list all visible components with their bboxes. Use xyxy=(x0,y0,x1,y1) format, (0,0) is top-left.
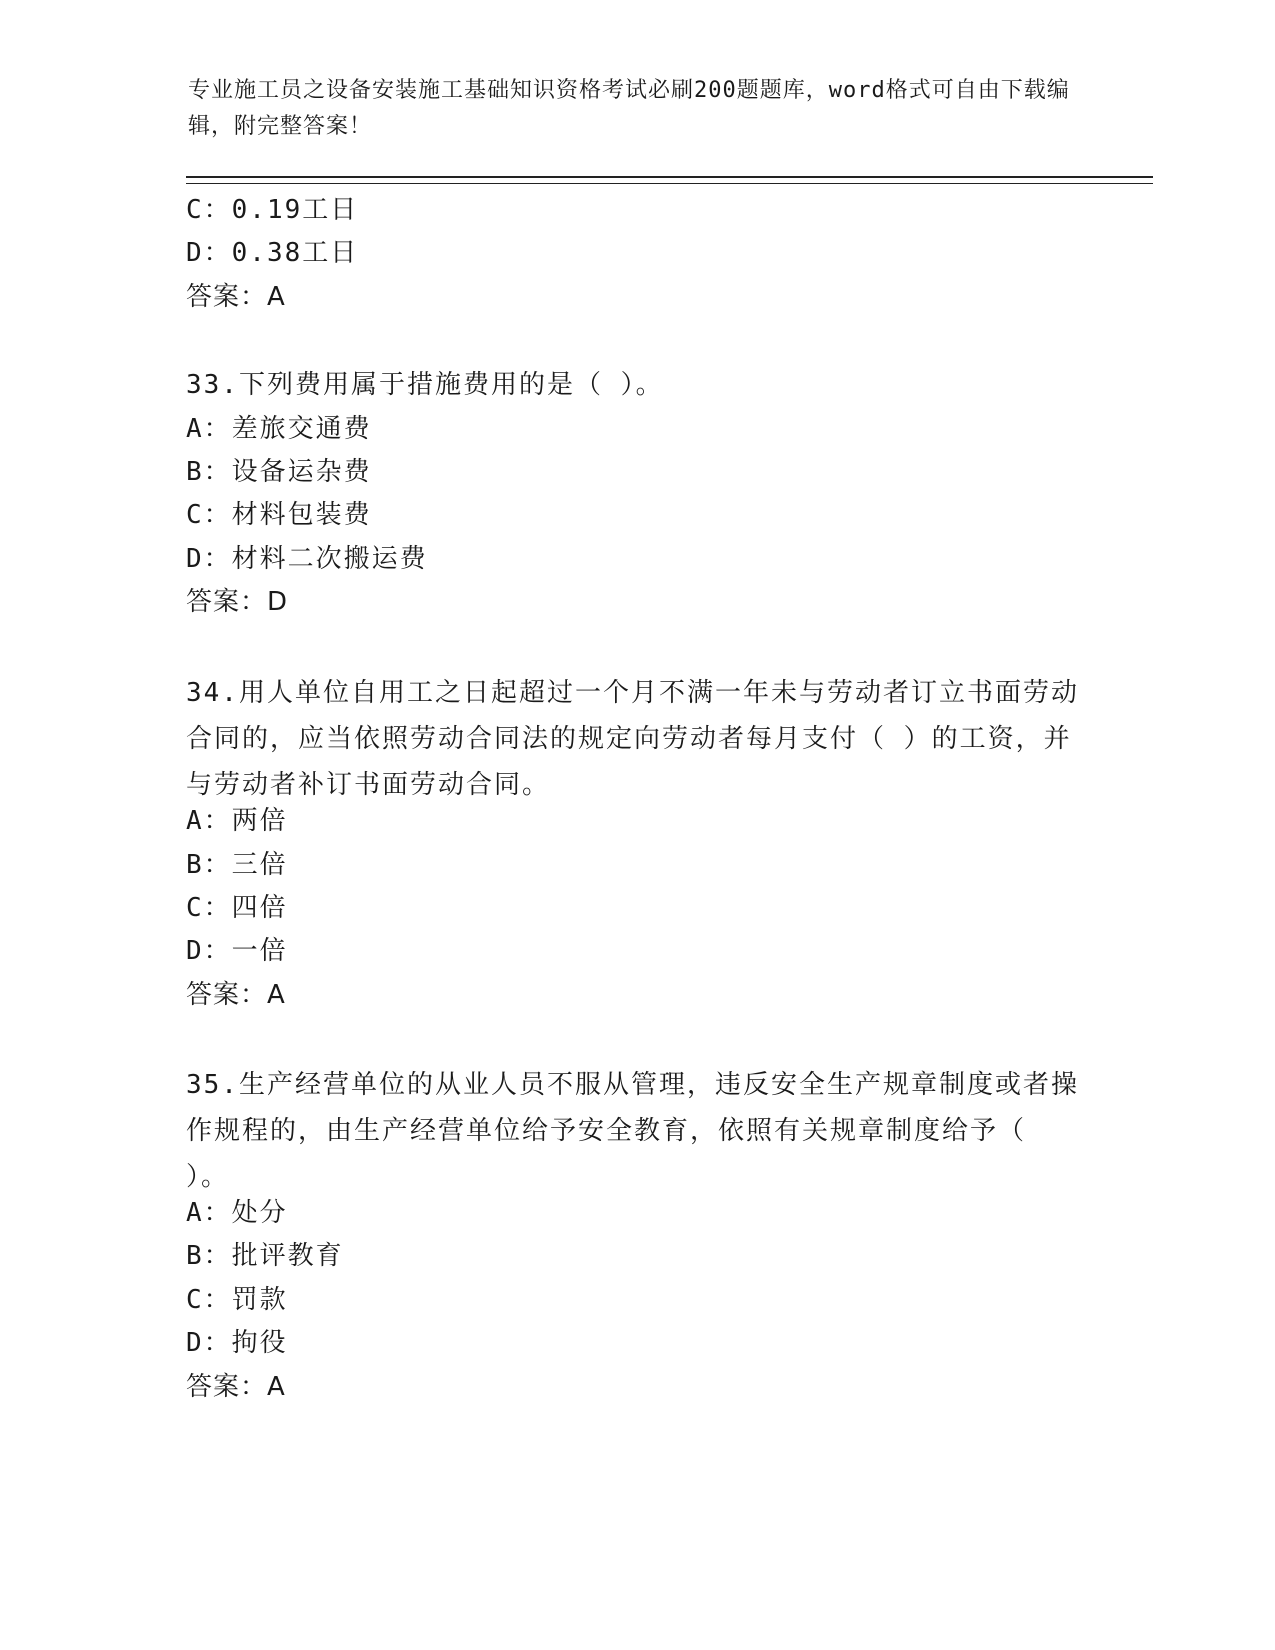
option-b: B：三倍 xyxy=(186,850,288,880)
option-a: A：处分 xyxy=(186,1198,288,1228)
option-a: A：两倍 xyxy=(186,806,288,836)
header-divider xyxy=(186,176,1153,184)
option-c: C：0.19工日 xyxy=(186,195,359,225)
option-d: D：一倍 xyxy=(186,936,288,966)
answer: 答案：A xyxy=(186,980,286,1010)
option-d: D：0.38工日 xyxy=(186,238,359,268)
document-header: 专业施工员之设备安装施工基础知识资格考试必刷200题题库，word格式可自由下载编辑，附完整答案！ xyxy=(188,78,1070,139)
option-c: C：四倍 xyxy=(186,893,288,923)
option-c: C：罚款 xyxy=(186,1285,288,1315)
question-stem: 35.生产经营单位的从业人员不服从管理，违反安全生产规章制度或者操作规程的，由生产经营单位给予安全教育，依照有关规章制度给予（ ）。 xyxy=(186,1070,1079,1192)
option-d: D：拘役 xyxy=(186,1328,288,1358)
answer: 答案：A xyxy=(186,1372,286,1402)
option-b: B：批评教育 xyxy=(186,1241,344,1271)
answer: 答案：D xyxy=(186,587,289,617)
question-stem: 33.下列费用属于措施费用的是（ ）。 xyxy=(186,370,664,400)
answer: 答案：A xyxy=(186,282,286,312)
question-stem: 34.用人单位自用工之日起超过一个月不满一年未与劳动者订立书面劳动合同的，应当依照劳动合同法的规定向劳动者每月支付（ ）的工资，并与劳动者补订书面劳动合同。 xyxy=(186,678,1079,800)
option-d: D：材料二次搬运费 xyxy=(186,544,428,574)
option-c: C：材料包装费 xyxy=(186,500,372,530)
option-a: A：差旅交通费 xyxy=(186,414,372,444)
option-b: B：设备运杂费 xyxy=(186,457,372,487)
